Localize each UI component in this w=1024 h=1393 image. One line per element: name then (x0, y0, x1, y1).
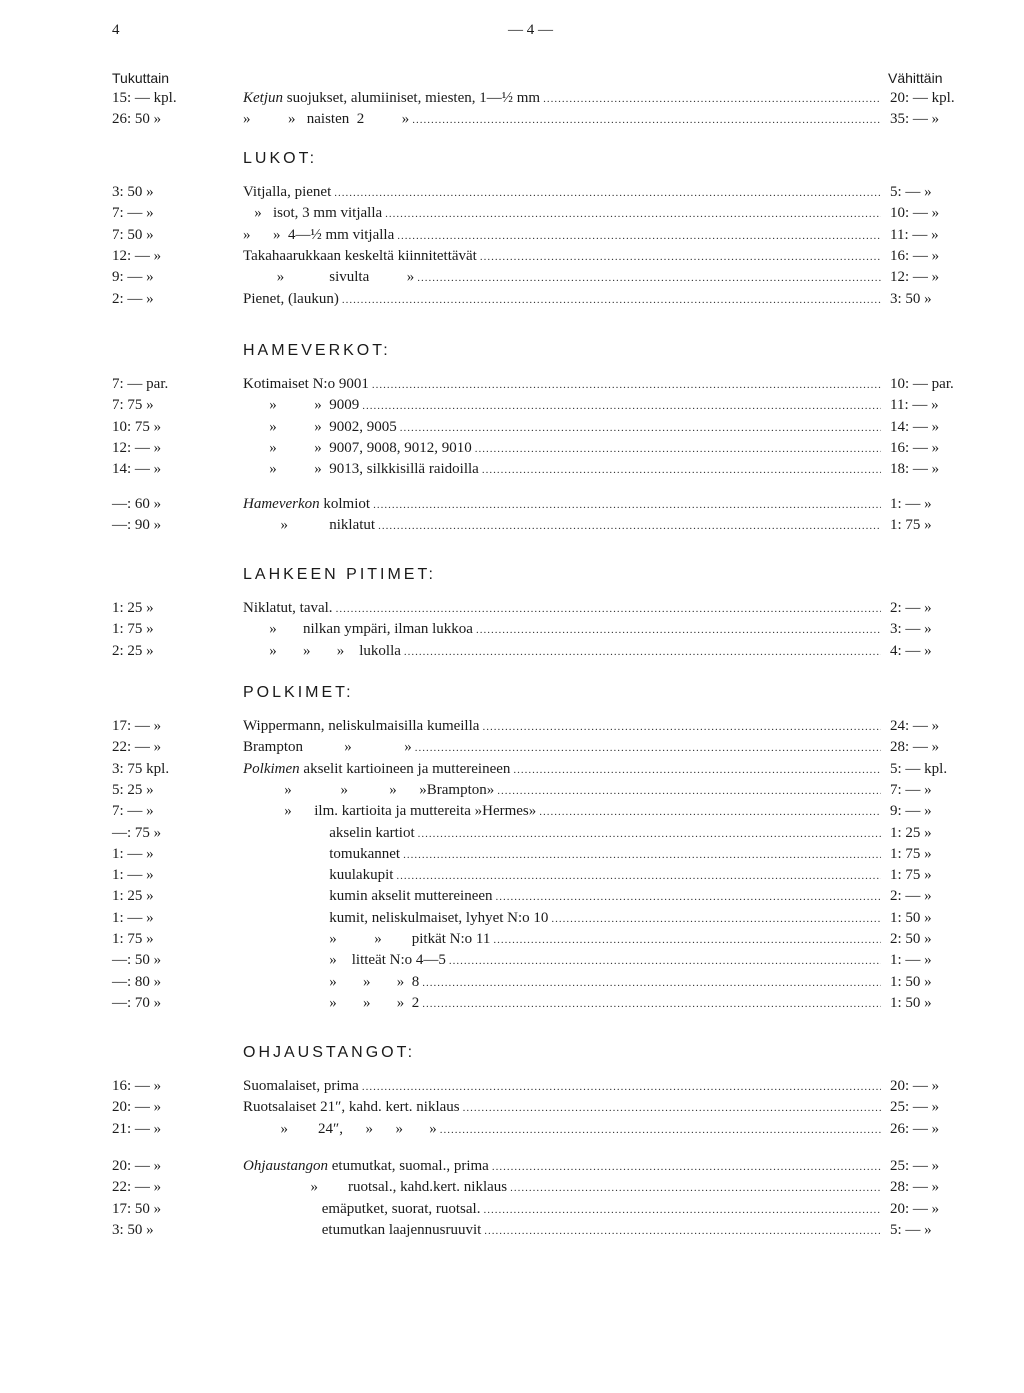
item-text: Suomalaiset, prima (243, 1078, 359, 1094)
wholesale-price: 3: 50 » (112, 1221, 154, 1238)
dot-leader (396, 870, 881, 882)
price-row (0, 227, 1024, 248)
item-text: Brampton » » (243, 739, 412, 756)
item-description (243, 205, 885, 222)
column-header-wholesale: Tukuttain (112, 70, 170, 86)
item-text: kumin akselit muttereineen (243, 888, 493, 905)
wholesale-price: 2: — » (112, 290, 154, 307)
item-text: » » » lukolla (243, 642, 401, 659)
item-text: » » » 2 (243, 994, 420, 1011)
dot-leader (397, 230, 881, 242)
item-text: Ruotsalaiset 21″, kahd. kert. niklaus (243, 1099, 460, 1116)
retail-price: 16: — » (890, 247, 940, 264)
retail-price: 12: — » (890, 269, 940, 286)
section-title: POLKIMET: (243, 684, 354, 701)
wholesale-price: 14: — » (112, 461, 162, 478)
retail-price: 1: — » (890, 496, 932, 512)
dot-leader (482, 721, 881, 733)
price-row (0, 825, 1024, 846)
item-description (243, 952, 885, 969)
wholesale-price: 20: — » (112, 1158, 162, 1174)
item-description (243, 643, 885, 660)
item-description (243, 739, 885, 756)
price-row (0, 1222, 1024, 1243)
price-row (0, 782, 1024, 803)
item-description (243, 227, 885, 244)
item-description (243, 1158, 885, 1175)
item-text: akselit kartioineen ja muttereineen (299, 760, 511, 777)
dot-leader (403, 849, 881, 861)
retail-price: 18: — » (890, 461, 940, 478)
item-text: Vitjalla, pienet (243, 184, 332, 200)
retail-price: 14: — » (890, 418, 940, 435)
retail-price: 1: 75 » (890, 845, 932, 862)
dot-leader (336, 603, 881, 615)
price-row (0, 974, 1024, 995)
item-text: » isot, 3 mm vitjalla (243, 205, 383, 222)
wholesale-price: 9: — » (112, 269, 154, 286)
price-row (0, 846, 1024, 867)
retail-price: 5: — kpl. (890, 760, 948, 777)
wholesale-price: —: 80 » (112, 973, 162, 990)
item-text: » » » 8 (243, 973, 420, 990)
price-row (0, 888, 1024, 909)
item-description (243, 621, 885, 638)
dot-leader (539, 806, 881, 818)
dot-leader (418, 828, 881, 840)
item-description (243, 910, 885, 927)
retail-price: 11: — » (890, 226, 939, 243)
item-description (243, 761, 885, 778)
wholesale-price: 7: — » (112, 803, 154, 820)
price-row (0, 376, 1024, 397)
price-row (0, 291, 1024, 312)
dot-leader (404, 646, 881, 658)
price-row (0, 517, 1024, 538)
item-description (243, 867, 885, 884)
wholesale-price: 21: — » (112, 1120, 162, 1137)
wholesale-price: 22: — » (112, 1179, 162, 1196)
item-text: etumutkan laajennusruuvit (243, 1221, 482, 1238)
retail-price: 11: — » (890, 397, 939, 414)
price-row (0, 803, 1024, 824)
item-description (243, 291, 885, 308)
retail-price: 28: — » (890, 739, 940, 756)
item-text: » ruotsal., kahd.kert. niklaus (243, 1179, 508, 1196)
price-row (0, 643, 1024, 664)
dot-leader (543, 93, 881, 105)
dot-leader (496, 891, 881, 903)
item-category-prefix: Ketjun (243, 90, 283, 106)
retail-price: 25: — » (890, 1158, 940, 1174)
item-description (243, 184, 885, 201)
wholesale-price: 3: 75 kpl. (112, 760, 170, 777)
retail-price: 10: — » (890, 205, 940, 222)
retail-price: 1: 25 » (890, 824, 932, 841)
item-description (243, 782, 885, 799)
wholesale-price: 1: 25 » (112, 600, 154, 616)
item-description (243, 718, 885, 735)
item-description (243, 269, 885, 286)
wholesale-price: 7: — par. (112, 376, 169, 392)
retail-price: 7: — » (890, 781, 932, 798)
item-description (243, 90, 885, 107)
item-text: » niklatut (243, 517, 376, 534)
item-description (243, 376, 885, 393)
dot-leader (463, 1102, 881, 1114)
retail-price: 16: — » (890, 439, 940, 456)
price-row (0, 600, 1024, 621)
dot-leader (412, 114, 881, 126)
dot-leader (422, 977, 881, 989)
wholesale-price: 1: — » (112, 845, 154, 862)
item-text: » » 4—½ mm vitjalla (243, 226, 395, 243)
item-text: » » 9002, 9005 (243, 418, 397, 435)
retail-price: 2: — » (890, 888, 932, 905)
item-description (243, 1121, 885, 1138)
retail-price: 20: — » (890, 1078, 940, 1094)
item-category-prefix: Hameverkon (243, 496, 320, 512)
item-description (243, 846, 885, 863)
wholesale-price: 1: 25 » (112, 888, 154, 905)
wholesale-price: 17: — » (112, 718, 162, 734)
wholesale-price: —: 70 » (112, 994, 162, 1011)
wholesale-price: 12: — » (112, 439, 162, 456)
item-description (243, 440, 885, 457)
wholesale-price: 10: 75 » (112, 418, 162, 435)
item-description (243, 803, 885, 820)
item-text: » litteät N:o 4—5 (243, 952, 446, 969)
retail-price: 24: — » (890, 718, 940, 734)
item-text: Niklatut, taval. (243, 600, 333, 616)
retail-price: 35: — » (890, 111, 940, 128)
dot-leader (497, 785, 881, 797)
dot-leader (334, 187, 881, 199)
wholesale-price: 1: — » (112, 867, 154, 884)
price-row (0, 90, 1024, 111)
wholesale-price: 3: 50 » (112, 184, 154, 200)
item-description (243, 600, 885, 617)
price-row (0, 995, 1024, 1016)
wholesale-price: —: 90 » (112, 517, 162, 534)
column-header-retail: Vähittäin (888, 70, 943, 86)
wholesale-price: —: 60 » (112, 496, 162, 512)
retail-price: 1: 50 » (890, 994, 932, 1011)
price-row (0, 910, 1024, 931)
item-text: » » 9013, silkkisillä raidoilla (243, 461, 479, 478)
wholesale-price: 15: — kpl. (112, 90, 177, 106)
price-row (0, 952, 1024, 973)
price-row (0, 1121, 1024, 1142)
wholesale-price: —: 75 » (112, 824, 162, 841)
price-row (0, 739, 1024, 760)
item-description (243, 517, 885, 534)
item-category-prefix: Polkimen (243, 760, 300, 777)
retail-price: 1: 50 » (890, 909, 932, 926)
section-title: LAHKEEN PITIMET: (243, 566, 436, 583)
item-text: » 24″, » » » (243, 1120, 437, 1137)
item-description (243, 1222, 885, 1239)
wholesale-price: 26: 50 » (112, 111, 162, 128)
price-row (0, 931, 1024, 952)
dot-leader (449, 955, 881, 967)
item-category-prefix: Ohjaustangon (243, 1158, 329, 1174)
price-row (0, 397, 1024, 418)
retail-price: 28: — » (890, 1179, 940, 1196)
item-text: Takahaarukkaan keskeltä kiinnitettävät (243, 247, 477, 264)
price-row (0, 718, 1024, 739)
wholesale-price: 1: 75 » (112, 931, 154, 947)
price-row (0, 419, 1024, 440)
dot-leader (513, 764, 881, 776)
price-row (0, 761, 1024, 782)
item-description (243, 1179, 885, 1196)
wholesale-price: 2: 25 » (112, 642, 154, 659)
item-text: suojukset, alumiiniset, miesten, 1—½ mm (283, 90, 541, 106)
item-text: kuulakupit (243, 867, 394, 884)
retail-price: 20: — kpl. (890, 90, 955, 106)
price-row (0, 269, 1024, 290)
dot-leader (362, 1081, 881, 1093)
wholesale-price: 17: 50 » (112, 1200, 162, 1217)
dot-leader (417, 272, 881, 284)
wholesale-price: 1: — » (112, 909, 154, 926)
retail-price: 2: 50 » (890, 931, 932, 947)
item-text: » » pitkät N:o 11 (243, 931, 491, 947)
wholesale-price: 16: — » (112, 1078, 162, 1094)
wholesale-price: —: 50 » (112, 952, 162, 969)
item-description (243, 825, 885, 842)
dot-leader (510, 1182, 881, 1194)
price-row (0, 496, 1024, 517)
price-row (0, 111, 1024, 132)
item-description (243, 1078, 885, 1095)
dot-leader (422, 998, 881, 1010)
wholesale-price: 12: — » (112, 247, 162, 264)
price-row (0, 1158, 1024, 1179)
item-description (243, 888, 885, 905)
section-title: OHJAUSTANGOT: (243, 1044, 416, 1061)
item-text: emäputket, suorat, ruotsal. (243, 1200, 481, 1217)
wholesale-price: 7: 50 » (112, 226, 154, 243)
retail-price: 1: 75 » (890, 867, 932, 884)
dot-leader (378, 520, 881, 532)
item-description (243, 995, 885, 1012)
item-description (243, 931, 885, 948)
section-title: HAMEVERKOT: (243, 342, 391, 359)
dot-leader (480, 251, 881, 263)
item-description (243, 1201, 885, 1218)
retail-price: 10: — par. (890, 376, 954, 392)
dot-leader (373, 499, 881, 511)
retail-price: 25: — » (890, 1099, 940, 1116)
price-row (0, 184, 1024, 205)
item-text: Wippermann, neliskulmaisilla kumeilla (243, 718, 480, 734)
item-description (243, 397, 885, 414)
price-row (0, 1078, 1024, 1099)
dot-leader (342, 294, 881, 306)
dot-leader (492, 1161, 881, 1173)
dot-leader (482, 464, 881, 476)
wholesale-price: 7: 75 » (112, 397, 154, 414)
price-row (0, 1179, 1024, 1200)
item-text: » » naisten 2 » (243, 111, 410, 128)
price-row (0, 867, 1024, 888)
item-description (243, 496, 885, 513)
retail-price: 4: — » (890, 642, 932, 659)
retail-price: 3: 50 » (890, 290, 932, 307)
item-text: Kotimaiset N:o 9001 (243, 376, 369, 392)
item-description (243, 974, 885, 991)
retail-price: 3: — » (890, 621, 932, 638)
price-row (0, 461, 1024, 482)
item-text: » sivulta » (243, 269, 415, 286)
retail-price: 2: — » (890, 600, 932, 616)
dot-leader (484, 1225, 881, 1237)
item-text: kolmiot (319, 496, 371, 512)
section-title: LUKOT: (243, 150, 318, 167)
item-text: » nilkan ympäri, ilman lukkoa (243, 621, 473, 638)
price-row (0, 621, 1024, 642)
dot-leader (493, 934, 881, 946)
dot-leader (483, 1204, 881, 1216)
retail-price: 5: — » (890, 1221, 932, 1238)
retail-price: 1: — » (890, 952, 932, 969)
dot-leader (372, 379, 881, 391)
item-description (243, 419, 885, 436)
retail-price: 20: — » (890, 1200, 940, 1217)
retail-price: 9: — » (890, 803, 932, 820)
item-text: tomukannet (243, 845, 401, 862)
page-number-center: — 4 — (508, 22, 553, 38)
price-row (0, 440, 1024, 461)
dot-leader (475, 443, 881, 455)
item-text: kumit, neliskulmaiset, lyhyet N:o 10 (243, 909, 549, 926)
retail-price: 1: 75 » (890, 517, 932, 534)
item-text: akselin kartiot (243, 824, 415, 841)
item-text: » » 9007, 9008, 9012, 9010 (243, 439, 472, 456)
wholesale-price: 20: — » (112, 1099, 162, 1116)
price-row (0, 1201, 1024, 1222)
page-number-left: 4 (112, 22, 120, 38)
wholesale-price: 7: — » (112, 205, 154, 222)
dot-leader (476, 624, 881, 636)
item-description (243, 111, 885, 128)
item-description (243, 461, 885, 478)
dot-leader (440, 1124, 881, 1136)
item-text: » » » »Brampton» (243, 781, 495, 798)
dot-leader (551, 913, 881, 925)
item-description (243, 248, 885, 265)
dot-leader (362, 400, 881, 412)
item-text: Pienet, (laukun) (243, 290, 339, 307)
dot-leader (400, 422, 881, 434)
item-text: etumutkat, suomal., prima (328, 1158, 489, 1174)
retail-price: 26: — » (890, 1120, 940, 1137)
wholesale-price: 1: 75 » (112, 621, 154, 638)
item-text: » » 9009 (243, 397, 360, 414)
price-row (0, 248, 1024, 269)
retail-price: 5: — » (890, 184, 932, 200)
price-row (0, 205, 1024, 226)
wholesale-price: 22: — » (112, 739, 162, 756)
dot-leader (415, 742, 881, 754)
item-description (243, 1099, 885, 1116)
price-row (0, 1099, 1024, 1120)
dot-leader (385, 208, 881, 220)
retail-price: 1: 50 » (890, 973, 932, 990)
wholesale-price: 5: 25 » (112, 781, 154, 798)
item-text: » ilm. kartioita ja muttereita »Hermes» (243, 803, 537, 820)
